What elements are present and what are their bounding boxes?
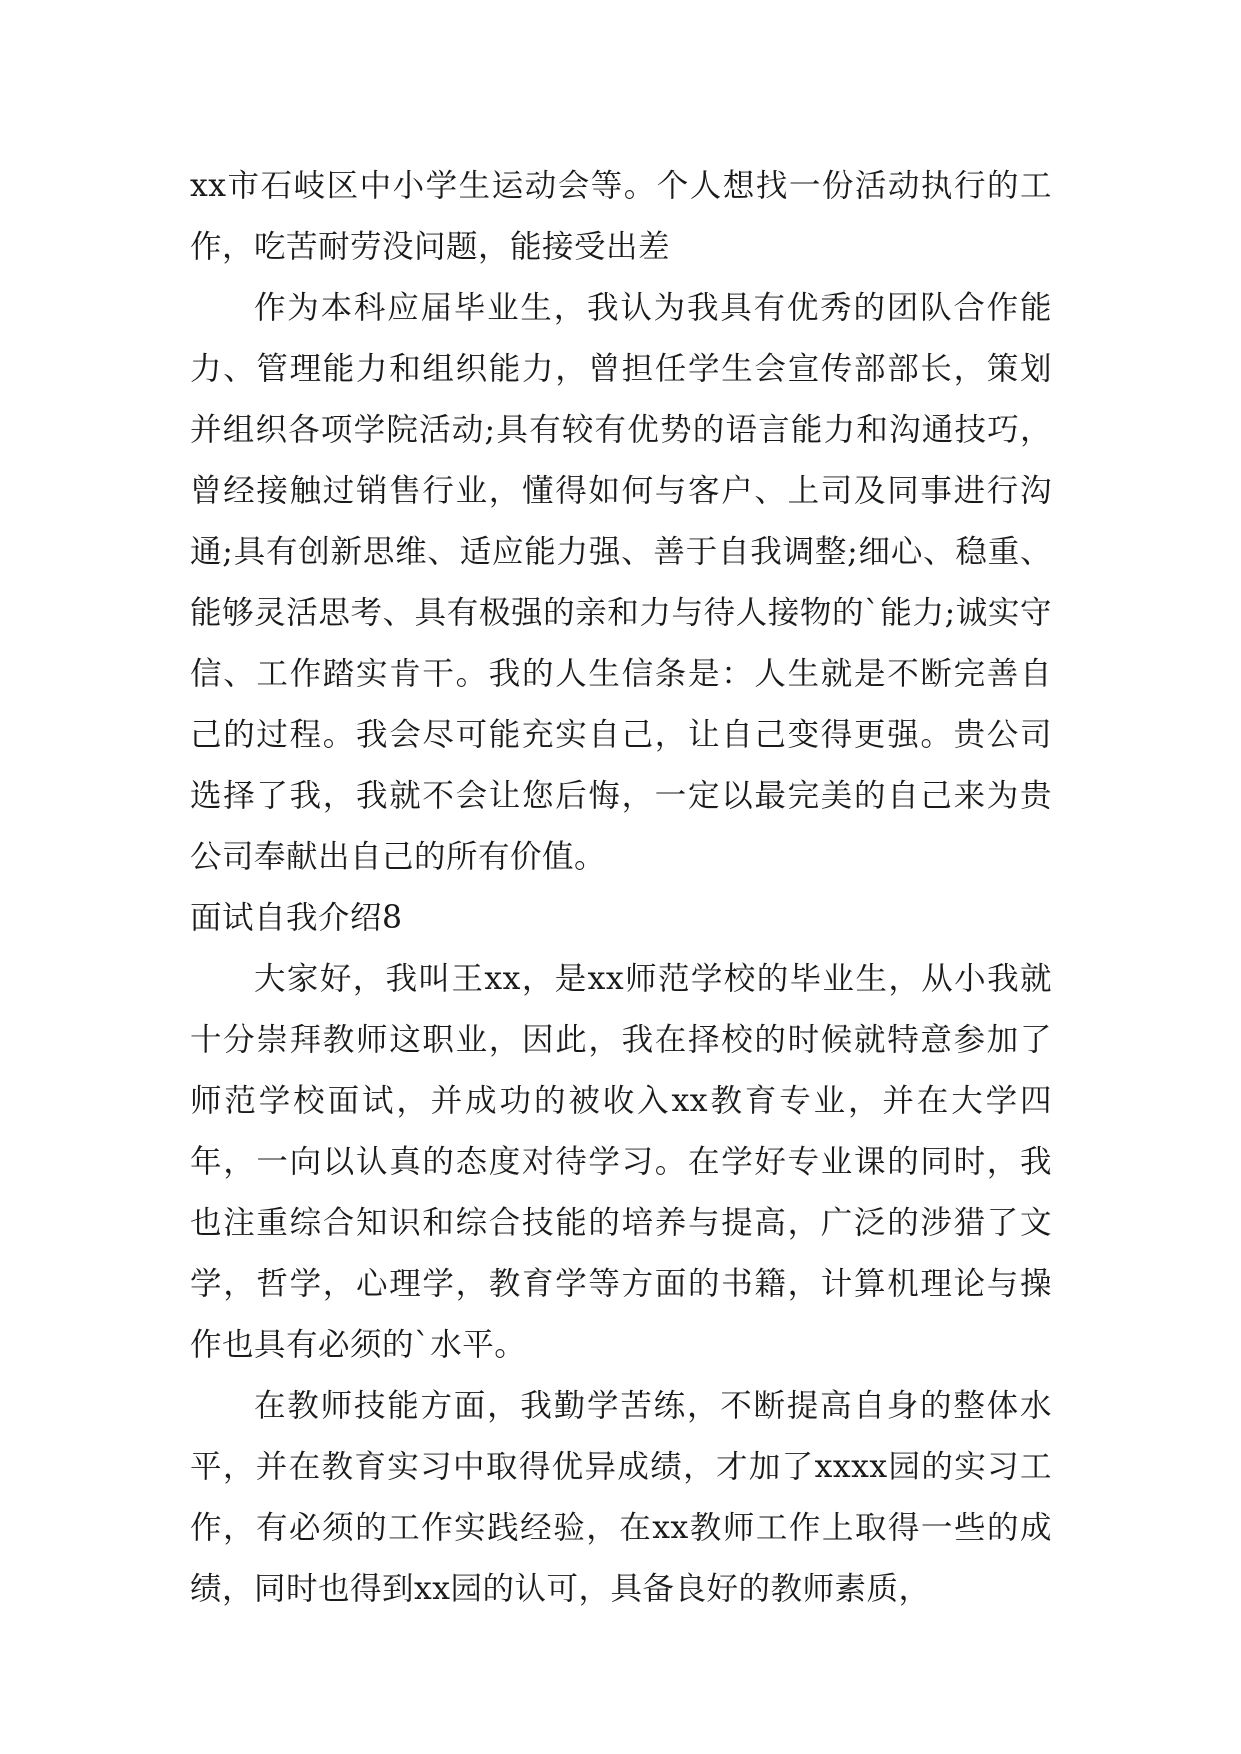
paragraph-activity-work: xx市石岐区中小学生运动会等。个人想找一份活动执行的工作，吃苦耐劳没问题，能接受出差	[190, 168, 1052, 265]
paragraph-teaching-skills: 在教师技能方面，我勤学苦练，不断提高自身的整体水平，并在教育实习中取得优异成绩，才加了xxxx园的实习工作，有必须的工作实践经验，在xx教师工作上取得一些的成绩，同时也得到xx园的认可，具备良好的教师素质，	[190, 1388, 1052, 1607]
section-heading-interview-intro-8: 面试自我介绍8	[190, 900, 403, 936]
paragraph-graduate-abilities: 作为本科应届毕业生，我认为我具有优秀的团队合作能力、管理能力和组织能力，曾担任学生会宣传部部长，策划并组织各项学院活动;具有较有优势的语言能力和沟通技巧，曾经接触过销售行业，懂得如何与客户、上司及同事进行沟通;具有创新思维、适应能力强、善于自我调整;细心、稳重、能够灵活思考、具有极强的亲和力与待人接物的`能力;诚实守信、工作踏实肯干。我的人生信条是：人生就是不断完善自己的过程。我会尽可能充实自己，让自己变得更强。贵公司选择了我，我就不会让您后悔，一定以最完美的自己来为贵公司奉献出自己的所有价值。	[190, 290, 1052, 875]
document-body	[190, 156, 1052, 1620]
paragraph-normal-school-graduate: 大家好，我叫王xx，是xx师范学校的毕业生，从小我就十分崇拜教师这职业，因此，我在择校的时候就特意参加了师范学校面试，并成功的被收入xx教育专业，并在大学四年，一向以认真的态度对待学习。在学好专业课的同时，我也注重综合知识和综合技能的培养与提高，广泛的涉猎了文学，哲学，心理学，教育学等方面的书籍，计算机理论与操作也具有必须的`水平。	[190, 961, 1052, 1363]
